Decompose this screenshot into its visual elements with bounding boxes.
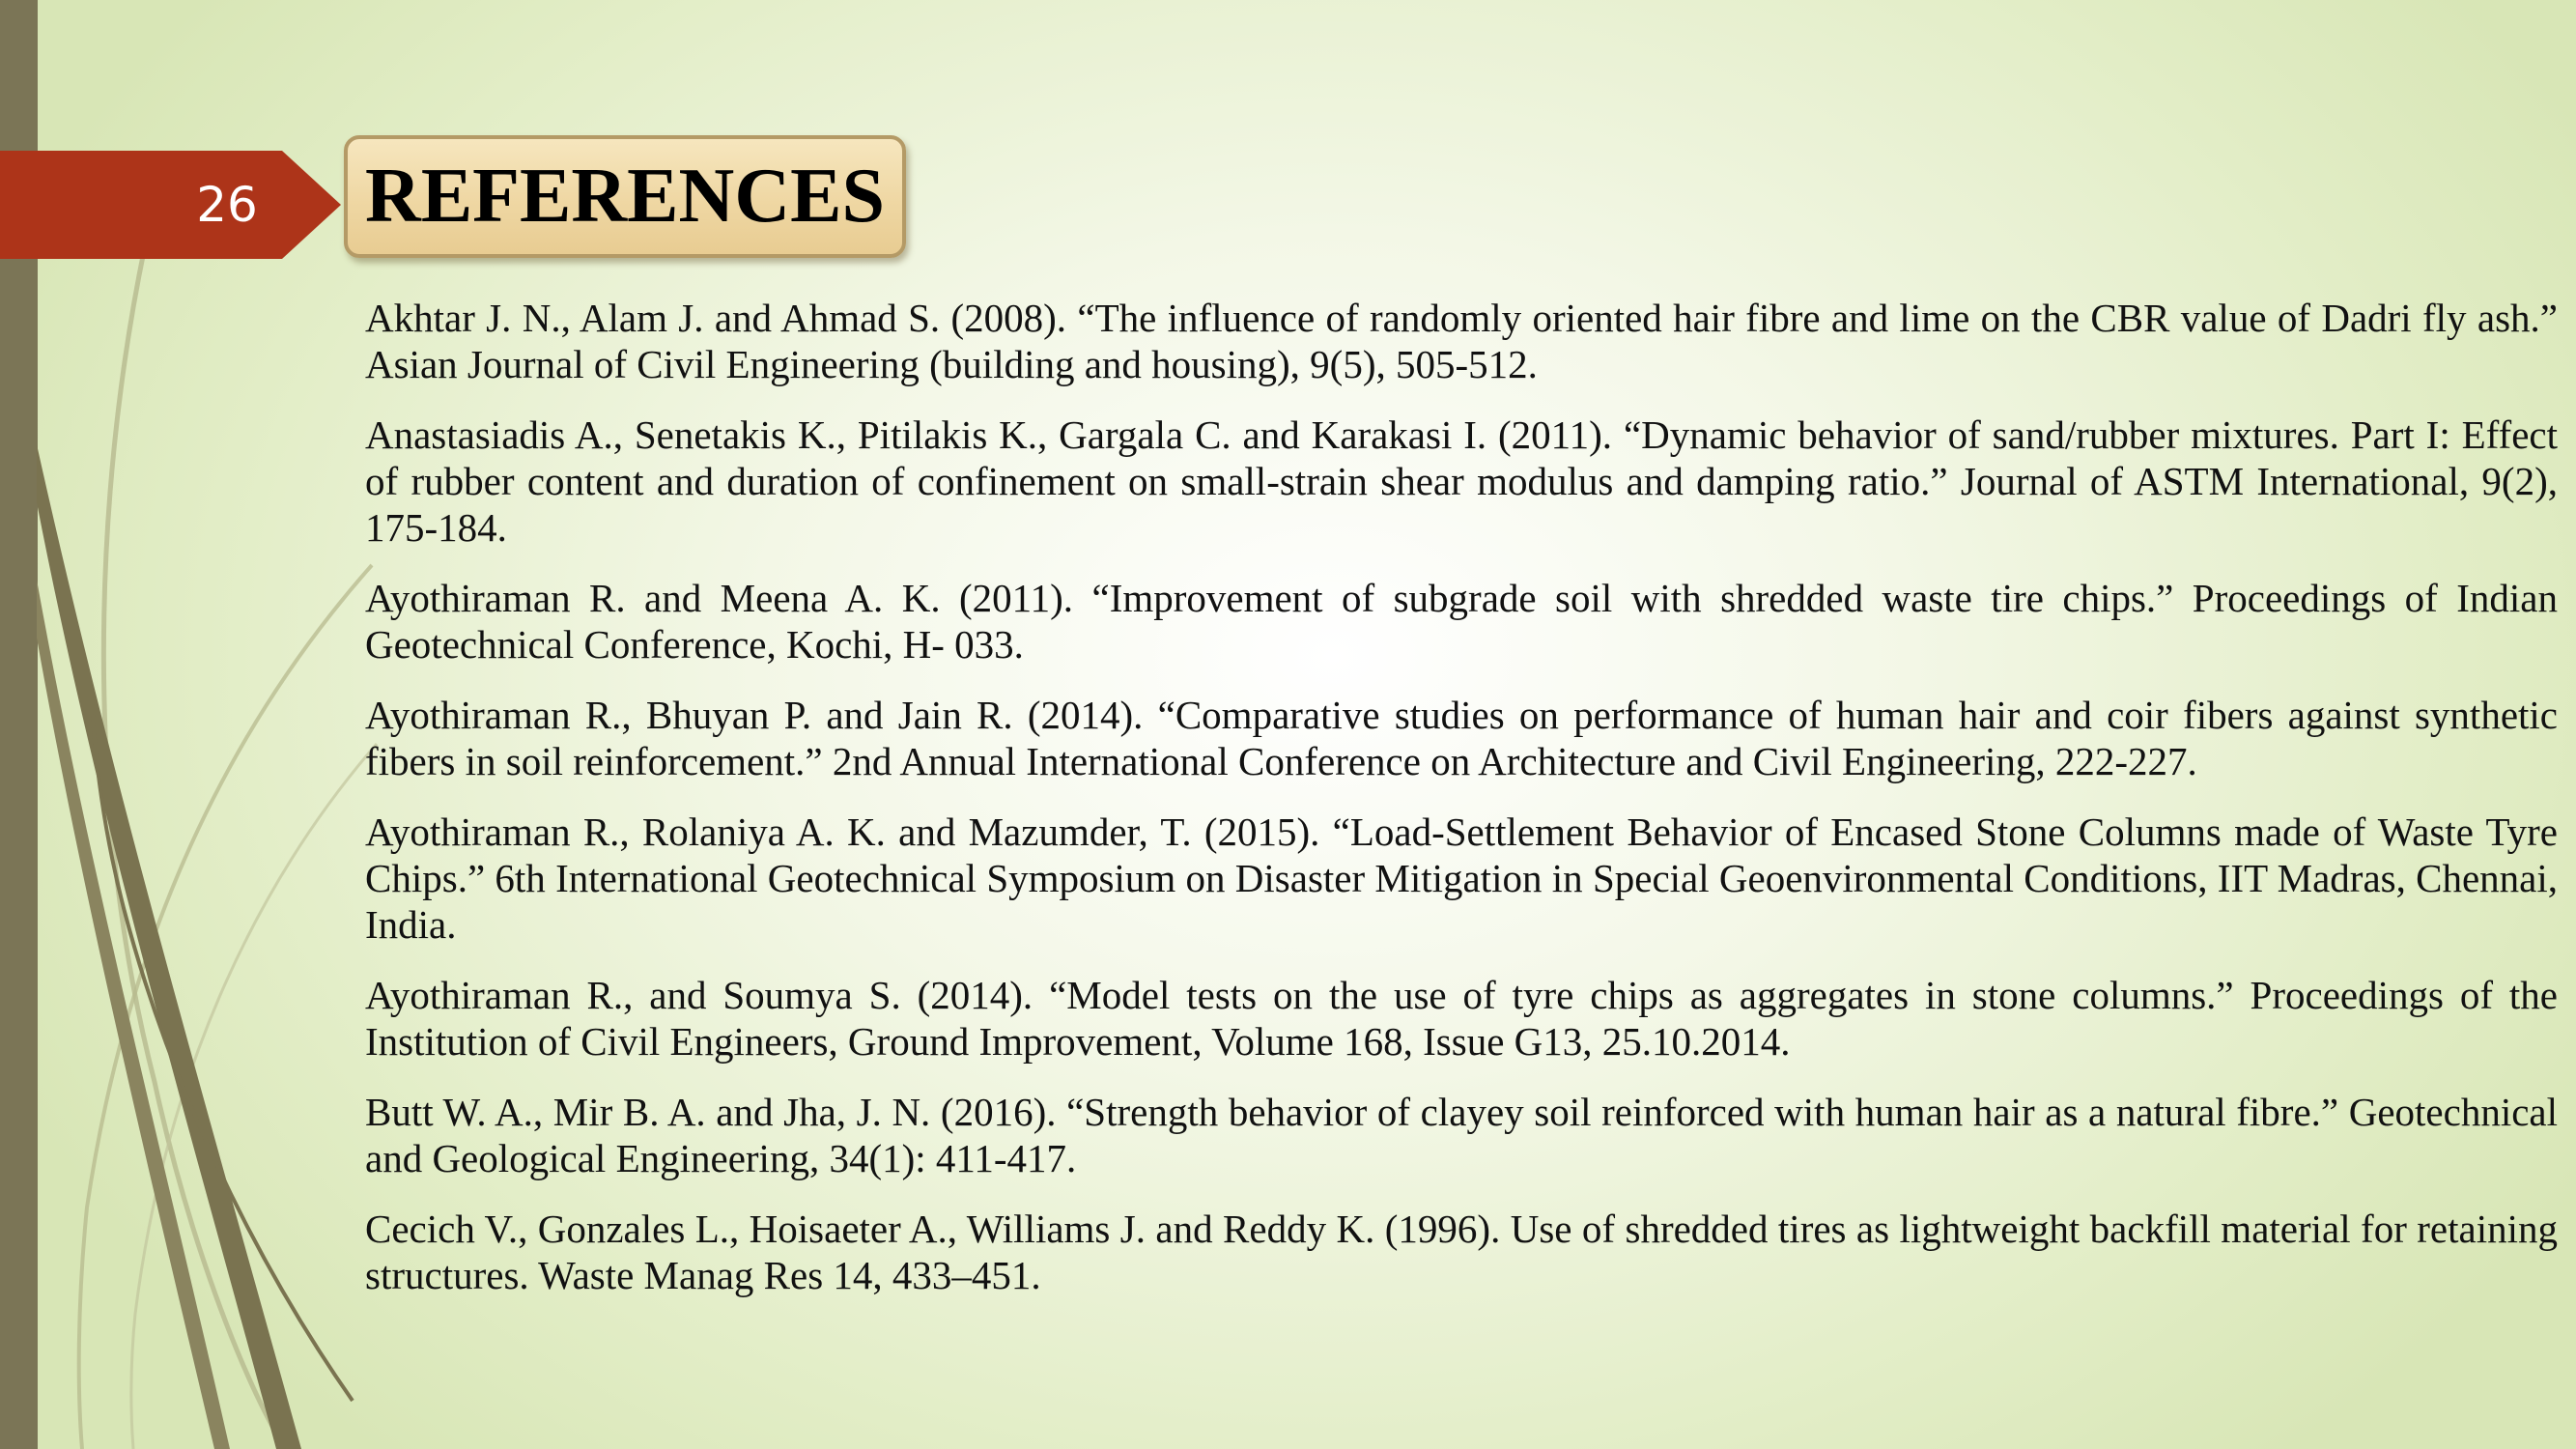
swoosh-dark-secondary	[37, 580, 230, 1449]
title-box	[344, 135, 906, 258]
reference-item: Ayothiraman R. and Meena A. K. (2011). “Improvement of subgrade soil with shredded waste tire chips.” Proceedings of Indian Geotechnical Conference, Kochi, H- 033.	[365, 576, 2558, 667]
reference-item: Ayothiraman R., and Soumya S. (2014). “Model tests on the use of tyre chips as aggregates in stone columns.” Proceedings of the Institution of Civil Engineers, Ground Improvement, Volume 168, Issue G13, 25.10.2014.	[365, 973, 2558, 1064]
swoosh-dark-main	[37, 444, 301, 1449]
reference-item: Cecich V., Gonzales L., Hoisaeter A., Williams J. and Reddy K. (1996). Use of shredded tires as lightweight backfill material for retaining structures. Waste Manag Res 14, 433–451.	[365, 1207, 2558, 1297]
slide-number: 26	[196, 177, 258, 233]
reference-item: Akhtar J. N., Alam J. and Ahmad S. (2008). “The influence of randomly oriented hair fibre and lime on the CBR value of Dadri fly ash.” Asian Journal of Civil Engineering (building and housing), 9(5), 505-512.	[365, 296, 2558, 386]
reference-item: Anastasiadis A., Senetakis K., Pitilakis K., Gargala C. and Karakasi I. (2011). “Dynamic behavior of sand/rubber mixtures. Part I: Effect of rubber content and duration of confinement on small-strain shear modulus and damping ratio.” Journal of ASTM International, 9(2), 175-184.	[365, 412, 2558, 550]
references-list	[365, 295, 2558, 1322]
reference-item: Ayothiraman R., Bhuyan P. and Jain R. (2014). “Comparative studies on performance of human hair and coir fibers against synthetic fibers in soil reinforcement.” 2nd Annual International Conference on Architecture and Civil Engineering, 222-227.	[365, 693, 2558, 783]
slide-number-tab	[0, 151, 341, 259]
slide-title: REFERENCES	[365, 154, 885, 239]
reference-item: Butt W. A., Mir B. A. and Jha, J. N. (2016). “Strength behavior of clayey soil reinforced with human hair as a natural fibre.” Geotechnical and Geological Engineering, 34(1): 411-417.	[365, 1090, 2558, 1180]
reference-item: Ayothiraman R., Rolaniya A. K. and Mazumder, T. (2015). “Load-Settlement Behavior of Encased Stone Columns made of Waste Tyre Chips.” 6th International Geotechnical Symposium on Disaster Mitigation in Special Geoenvironmental Conditions, IIT Madras, Chennai, India.	[365, 810, 2558, 947]
